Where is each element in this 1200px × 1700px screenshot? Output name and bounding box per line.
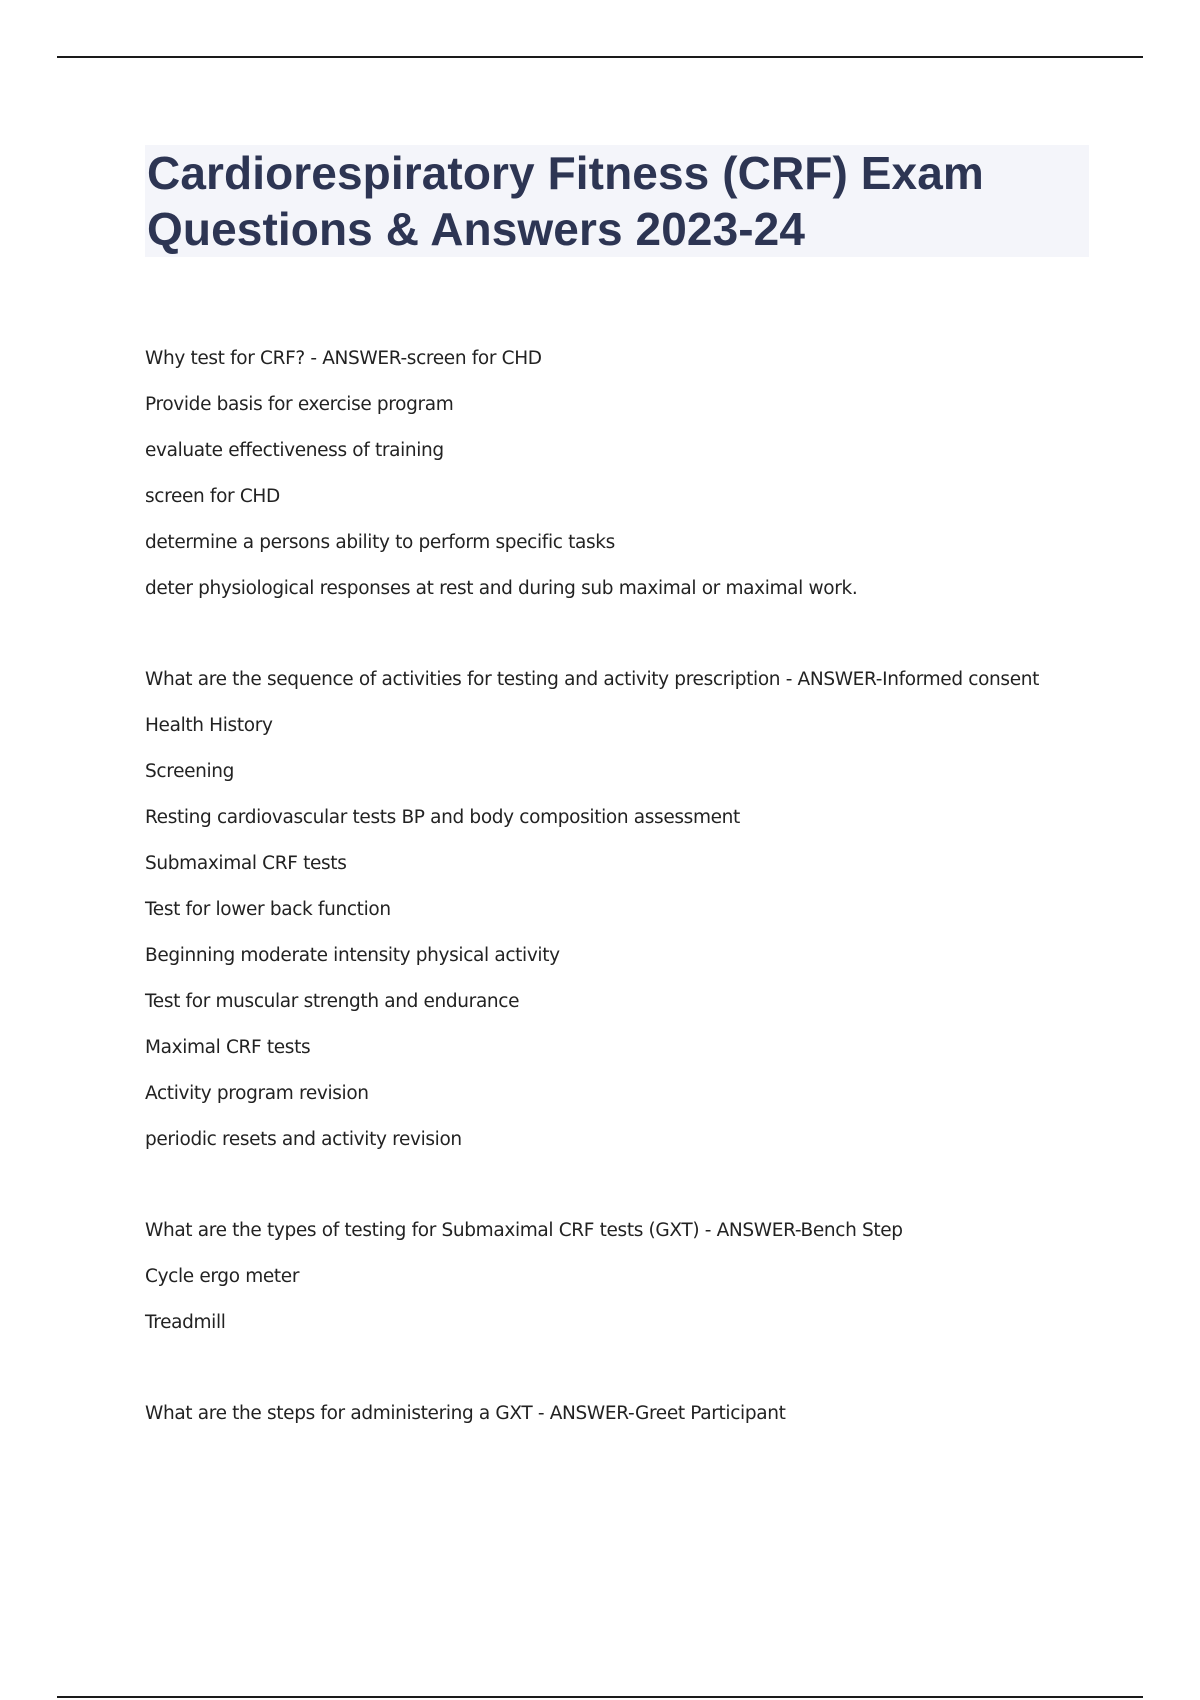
qa-content <box>145 336 1125 1437</box>
block-spacer <box>145 1346 1125 1391</box>
answer-line: Beginning moderate intensity physical activity <box>145 945 560 966</box>
question-line: What are the types of testing for Submaximal CRF tests (GXT) - ANSWER-Bench Step <box>145 1220 903 1241</box>
answer-line: determine a persons ability to perform specific tasks <box>145 532 615 553</box>
answer-line: deter physiological responses at rest and during sub maximal or maximal work. <box>145 578 858 599</box>
answer-line: Activity program revision <box>145 1083 369 1104</box>
answer-line: Maximal CRF tests <box>145 1037 311 1058</box>
answer-line: Health History <box>145 715 273 736</box>
question-line: Why test for CRF? - ANSWER-screen for CHD <box>145 348 542 369</box>
answer-line: periodic resets and activity revision <box>145 1129 462 1150</box>
block-spacer <box>145 1163 1125 1208</box>
title-line-1: Cardiorespiratory Fitness (CRF) Exam <box>147 147 984 199</box>
answer-line: Cycle ergo meter <box>145 1266 300 1287</box>
answer-line: Test for muscular strength and endurance <box>145 991 520 1012</box>
answer-line: evaluate effectiveness of training <box>145 440 444 461</box>
answer-line: Test for lower back function <box>145 899 391 920</box>
qa-block-gxt-steps <box>145 1391 1125 1437</box>
answer-line: Submaximal CRF tests <box>145 853 347 874</box>
question-line: What are the steps for administering a GXT - ANSWER-Greet Participant <box>145 1403 786 1424</box>
answer-line: Resting cardiovascular tests BP and body composition assessment <box>145 807 740 828</box>
bottom-rule <box>57 1696 1143 1698</box>
title-line-2: Questions & Answers 2023-24 <box>147 203 806 255</box>
qa-block-sequence <box>145 657 1125 1163</box>
title-block <box>145 145 1089 257</box>
question-line: What are the sequence of activities for testing and activity prescription - ANSWER-Informed consent <box>145 669 1040 690</box>
answer-line: Treadmill <box>145 1312 226 1333</box>
qa-block-why-test <box>145 336 1125 612</box>
top-rule <box>57 56 1143 58</box>
block-spacer <box>145 612 1125 657</box>
qa-block-testing-types <box>145 1208 1125 1346</box>
answer-line: screen for CHD <box>145 486 280 507</box>
answer-line: Screening <box>145 761 235 782</box>
answer-line: Provide basis for exercise program <box>145 394 454 415</box>
